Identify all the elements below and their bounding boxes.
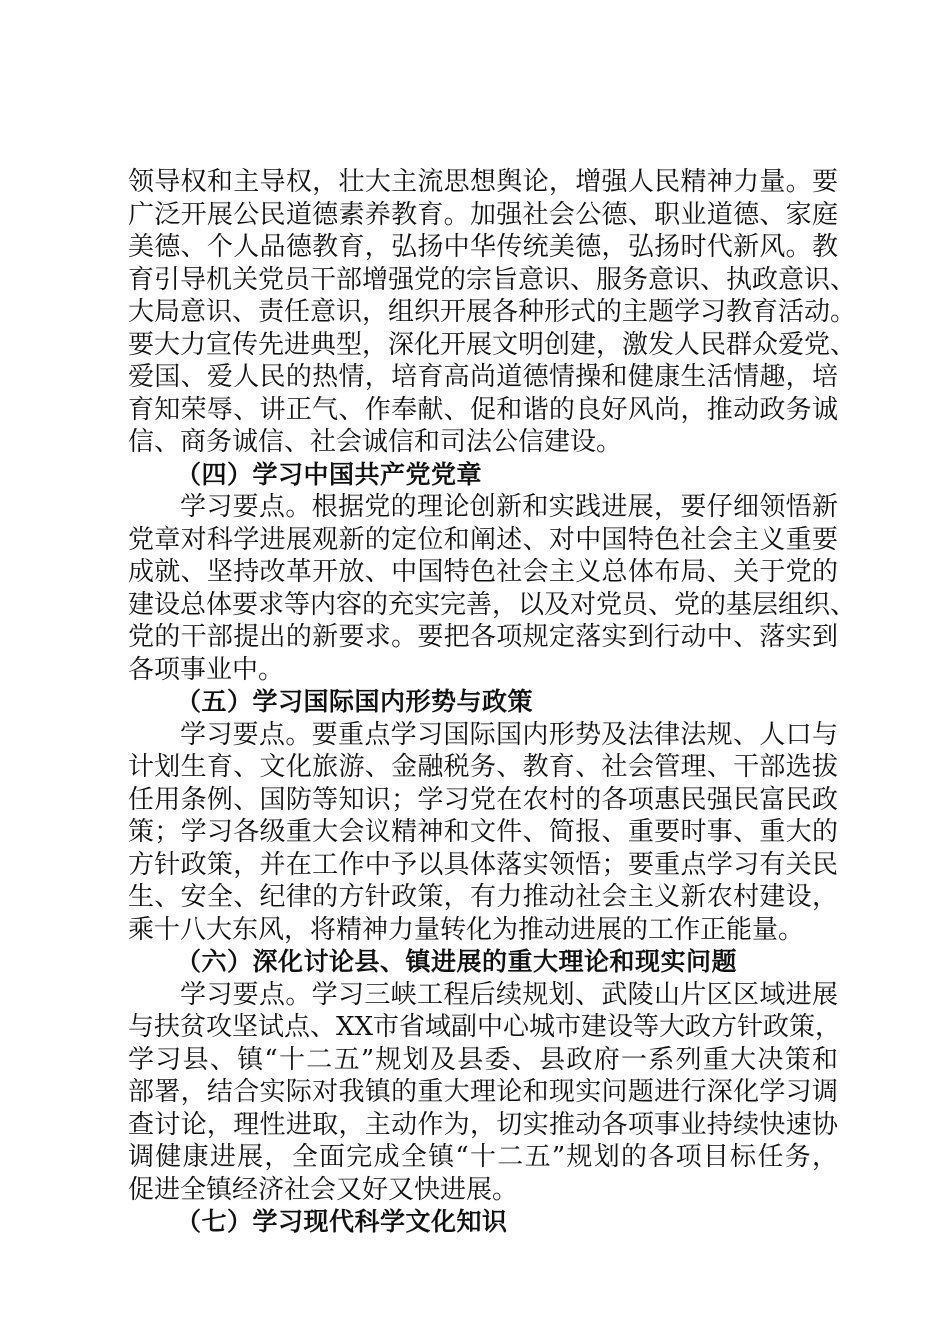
section-heading-5: （五）学习国际国内形势与政策 <box>176 687 534 716</box>
text-line: 方针政策，并在工作中予以具体落实领悟；要重点学习有关民 <box>128 849 838 880</box>
text-line: 要大力宣传先进典型，深化开展文明创建，激发人民群众爱党、 <box>128 329 857 360</box>
text-line: 美德、个人品德教育，弘扬中华传统美德，弘扬时代新风。教 <box>128 232 838 262</box>
text-line: 调健康进展，全面完成全镇“十二五”规划的各项目标任务， <box>128 1142 838 1172</box>
text-line: 广泛开展公民道德素养教育。加强社会公德、职业道德、家庭 <box>128 199 838 230</box>
text-line: 生、安全、纪律的方针政策，有力推动社会主义新农村建设， <box>128 882 838 912</box>
text-line: 党的干部提出的新要求。要把各项规定落实到行动中、落实到 <box>128 622 838 652</box>
text-line: 大局意识、责任意识，组织开展各种形式的主题学习教育活动。 <box>128 297 857 327</box>
text-line: 查讨论，理性进取，主动作为，切实推动各项事业持续快速协 <box>128 1109 838 1140</box>
text-line: 乘十八大东风，将精神力量转化为推动进展的工作正能量。 <box>128 914 805 945</box>
text-line: 计划生育、文化旅游、金融税务、教育、社会管理、干部选拔 <box>128 752 838 782</box>
document-body <box>128 166 857 1239</box>
text-line: 党章对科学进展观新的定位和阐述、对中国特色社会主义重要 <box>128 524 838 555</box>
text-line: 育知荣辱、讲正气、作奉献、促和谐的良好风尚，推动政务诚 <box>128 394 838 425</box>
text-line: 学习县、镇“十二五”规划及县委、县政府一系列重大决策和 <box>128 1044 838 1075</box>
text-line: 学习要点。要重点学习国际国内形势及法律法规、人口与 <box>180 719 838 750</box>
section-heading-4: （四）学习中国共产党党章 <box>176 459 483 489</box>
text-line: 信、商务诚信、社会诚信和司法公信建设。 <box>128 427 623 457</box>
paragraph-policy-study <box>128 719 838 947</box>
text-line: 建设总体要求等内容的充实完善，以及对党员、党的基层组织、 <box>128 589 857 620</box>
paragraph-moral-education <box>128 166 857 459</box>
text-line: 各项事业中。 <box>128 654 285 685</box>
text-line: 促进全镇经济社会又好又快进展。 <box>128 1174 519 1205</box>
text-line: 与扶贫攻坚试点、XX市省域副中心城市建设等大政方针政策， <box>128 1012 842 1042</box>
section-heading-7: （七）学习现代科学文化知识 <box>176 1207 508 1236</box>
text-line: 成就、坚持改革开放、中国特色社会主义总体布局、关于党的 <box>128 557 838 587</box>
text-line: 学习要点。根据党的理论创新和实践进展，要仔细领悟新 <box>180 492 838 522</box>
text-line: 策；学习各级重大会议精神和文件、简报、重要时事、重大的 <box>128 817 838 847</box>
paragraph-party-constitution <box>128 491 857 686</box>
text-line: 领导权和主导权，壮大主流思想舆论，增强人民精神力量。要 <box>128 167 838 197</box>
text-line: 任用条例、国防等知识；学习党在农村的各项惠民强民富民政 <box>128 784 838 815</box>
text-line: 学习要点。学习三峡工程后续规划、武陵山片区区域进展 <box>180 979 838 1010</box>
text-line: 部署，结合实际对我镇的重大理论和现实问题进行深化学习调 <box>128 1077 838 1107</box>
section-heading-6: （六）深化讨论县、镇进展的重大理论和现实问题 <box>176 947 738 976</box>
text-line: 爱国、爱人民的热情，培育高尚道德情操和健康生活情趣，培 <box>128 362 838 392</box>
text-line: 育引导机关党员干部增强党的宗旨意识、服务意识、执政意识、 <box>128 264 857 295</box>
paragraph-local-development <box>128 979 842 1207</box>
